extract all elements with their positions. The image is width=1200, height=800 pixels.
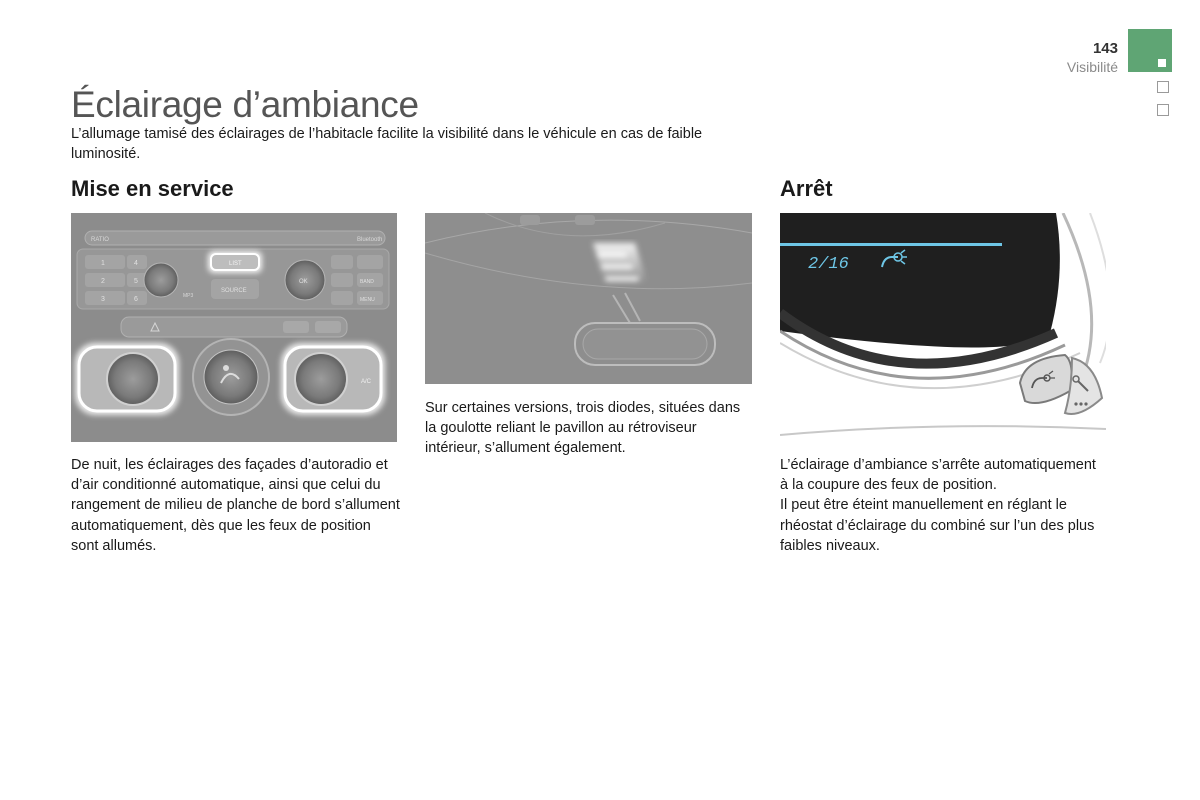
page-number: 143 bbox=[1092, 40, 1118, 57]
ratio-label: RATIO bbox=[91, 237, 109, 243]
ceiling-diodes-illustration bbox=[425, 213, 752, 384]
band-label: BAND bbox=[360, 279, 374, 285]
key-3: 3 bbox=[101, 296, 105, 303]
right-caption-1: L’éclairage d’ambiance s’arrête automatiquement à la coupure des feux de position. bbox=[780, 457, 1096, 494]
page-header bbox=[1067, 40, 1118, 76]
dashboard-controls-photo bbox=[71, 213, 397, 442]
chapter-marker-active bbox=[1158, 59, 1166, 67]
dashboard-controls-illustration bbox=[71, 213, 397, 442]
bluetooth-label: Bluetooth bbox=[357, 237, 383, 243]
mp3-label: MP3 bbox=[183, 293, 194, 299]
key-4: 4 bbox=[134, 260, 138, 267]
key-2: 2 bbox=[101, 278, 105, 285]
middle-caption: Sur certaines versions, trois diodes, situées dans la goulotte reliant le pavillon au rétroviseur intérieur, s’allument également. bbox=[425, 400, 741, 457]
ceiling-diodes-photo bbox=[425, 213, 752, 384]
right-caption-2: Il peut être éteint manuellement en réglant le rhéostat d’éclairage du combiné sur l’un des plus faibles niveaux. bbox=[780, 497, 1095, 554]
list-label: LIST bbox=[229, 261, 242, 267]
menu-label: MENU bbox=[360, 297, 375, 303]
heading-mise-en-service: Mise en service bbox=[71, 176, 234, 201]
key-6: 6 bbox=[134, 296, 138, 303]
display-time: 2/16 bbox=[808, 255, 849, 274]
page-title: Éclairage d’ambiance bbox=[71, 84, 419, 125]
chapter-marker bbox=[1157, 104, 1169, 116]
key-1: 1 bbox=[101, 260, 105, 267]
ac-label: A/C bbox=[361, 379, 372, 385]
key-5: 5 bbox=[134, 278, 138, 285]
chapter-marker bbox=[1157, 81, 1169, 93]
instrument-cluster-photo bbox=[780, 213, 1106, 441]
left-caption: De nuit, les éclairages des façades d’autoradio et d’air conditionné automatique, ainsi que celui du rangement de milieu de planche de bord s’allument automatiquement, dès que les feux de position sont allumés. bbox=[71, 457, 400, 554]
heading-arret: Arrêt bbox=[780, 176, 833, 201]
source-label: SOURCE bbox=[221, 288, 247, 294]
right-captions bbox=[780, 455, 1100, 556]
instrument-cluster-illustration bbox=[780, 213, 1106, 441]
section-label: Visibilité bbox=[1066, 59, 1118, 75]
intro-text: L’allumage tamisé des éclairages de l’habitacle facilite la visibilité dans le véhicule en cas de faible luminosité. bbox=[71, 126, 703, 162]
ok-label: OK bbox=[299, 279, 308, 285]
